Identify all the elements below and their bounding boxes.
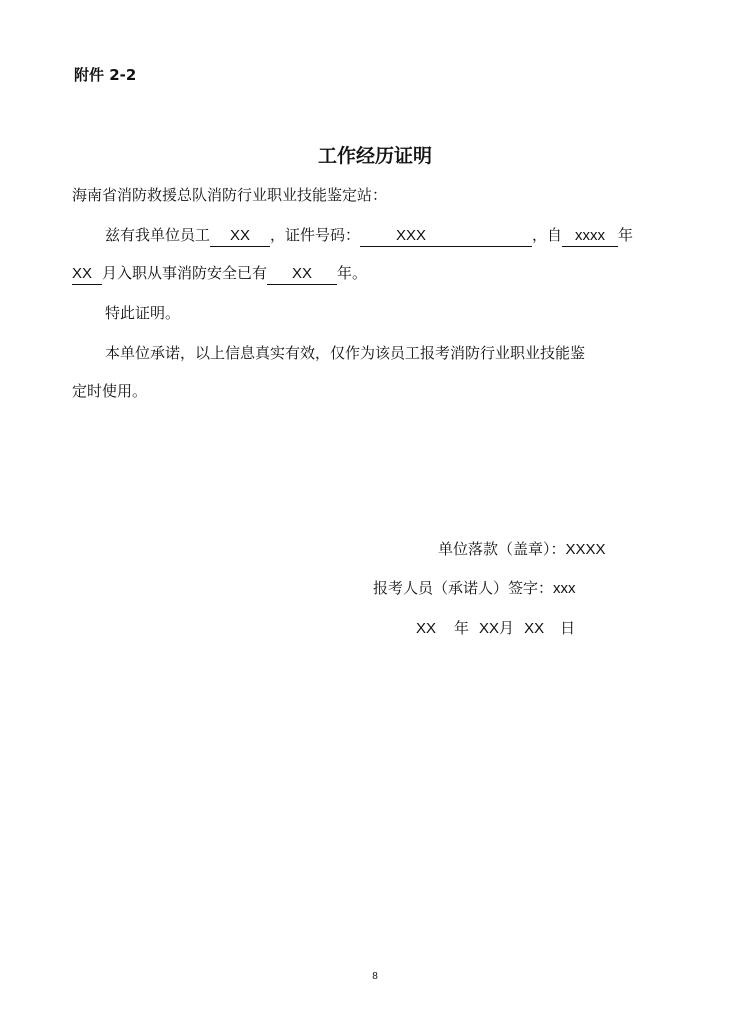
date-year-unit: 年: [454, 619, 470, 637]
paragraph-2: 特此证明。: [105, 304, 181, 322]
para1-text-5: 月入职从事消防安全已有: [102, 264, 268, 282]
date-day-unit: 日: [560, 619, 576, 637]
addressee: 海南省消防救援总队消防行业职业技能鉴定站：: [72, 186, 388, 204]
para1-text-1: 兹有我单位员工: [105, 226, 211, 244]
paragraph-1-line-1: [105, 228, 633, 247]
attachment-label: 附件 2-2: [74, 66, 137, 84]
start-year-field: xxxx: [562, 228, 618, 247]
paragraph-1-line-2: [72, 266, 367, 285]
para1-text-2: ，证件号码：: [270, 226, 361, 244]
start-month-field: XX: [72, 266, 102, 285]
date-line: [416, 621, 575, 636]
date-month: XX: [479, 620, 500, 637]
applicant-signature-line: [373, 581, 576, 596]
id-number-field: XXX: [360, 228, 532, 247]
document-title: 工作经历证明: [317, 145, 432, 167]
paragraph-3-line-1: 本单位承诺，以上信息真实有效，仅作为该员工报考消防行业职业技能鉴: [105, 344, 586, 362]
date-day: XX: [524, 620, 545, 637]
stamp-value: XXXX: [565, 541, 606, 558]
employee-name-field: XX: [210, 228, 270, 247]
paragraph-3-line-2: 定时使用。: [72, 382, 148, 400]
date-year: XX: [416, 620, 437, 637]
para1-text-6: 年。: [337, 264, 368, 282]
para1-text-3: ，自: [532, 226, 563, 244]
stamp-label: 单位落款（盖章）：: [438, 540, 566, 558]
applicant-value: xxx: [553, 580, 576, 597]
page-number: 8: [372, 971, 378, 982]
applicant-label: 报考人员（承诺人）签字：: [373, 579, 554, 597]
years-of-service-field: XX: [267, 266, 337, 285]
company-stamp-line: [438, 542, 606, 557]
date-month-unit: 月: [499, 619, 515, 637]
para1-text-4: 年: [618, 226, 634, 244]
